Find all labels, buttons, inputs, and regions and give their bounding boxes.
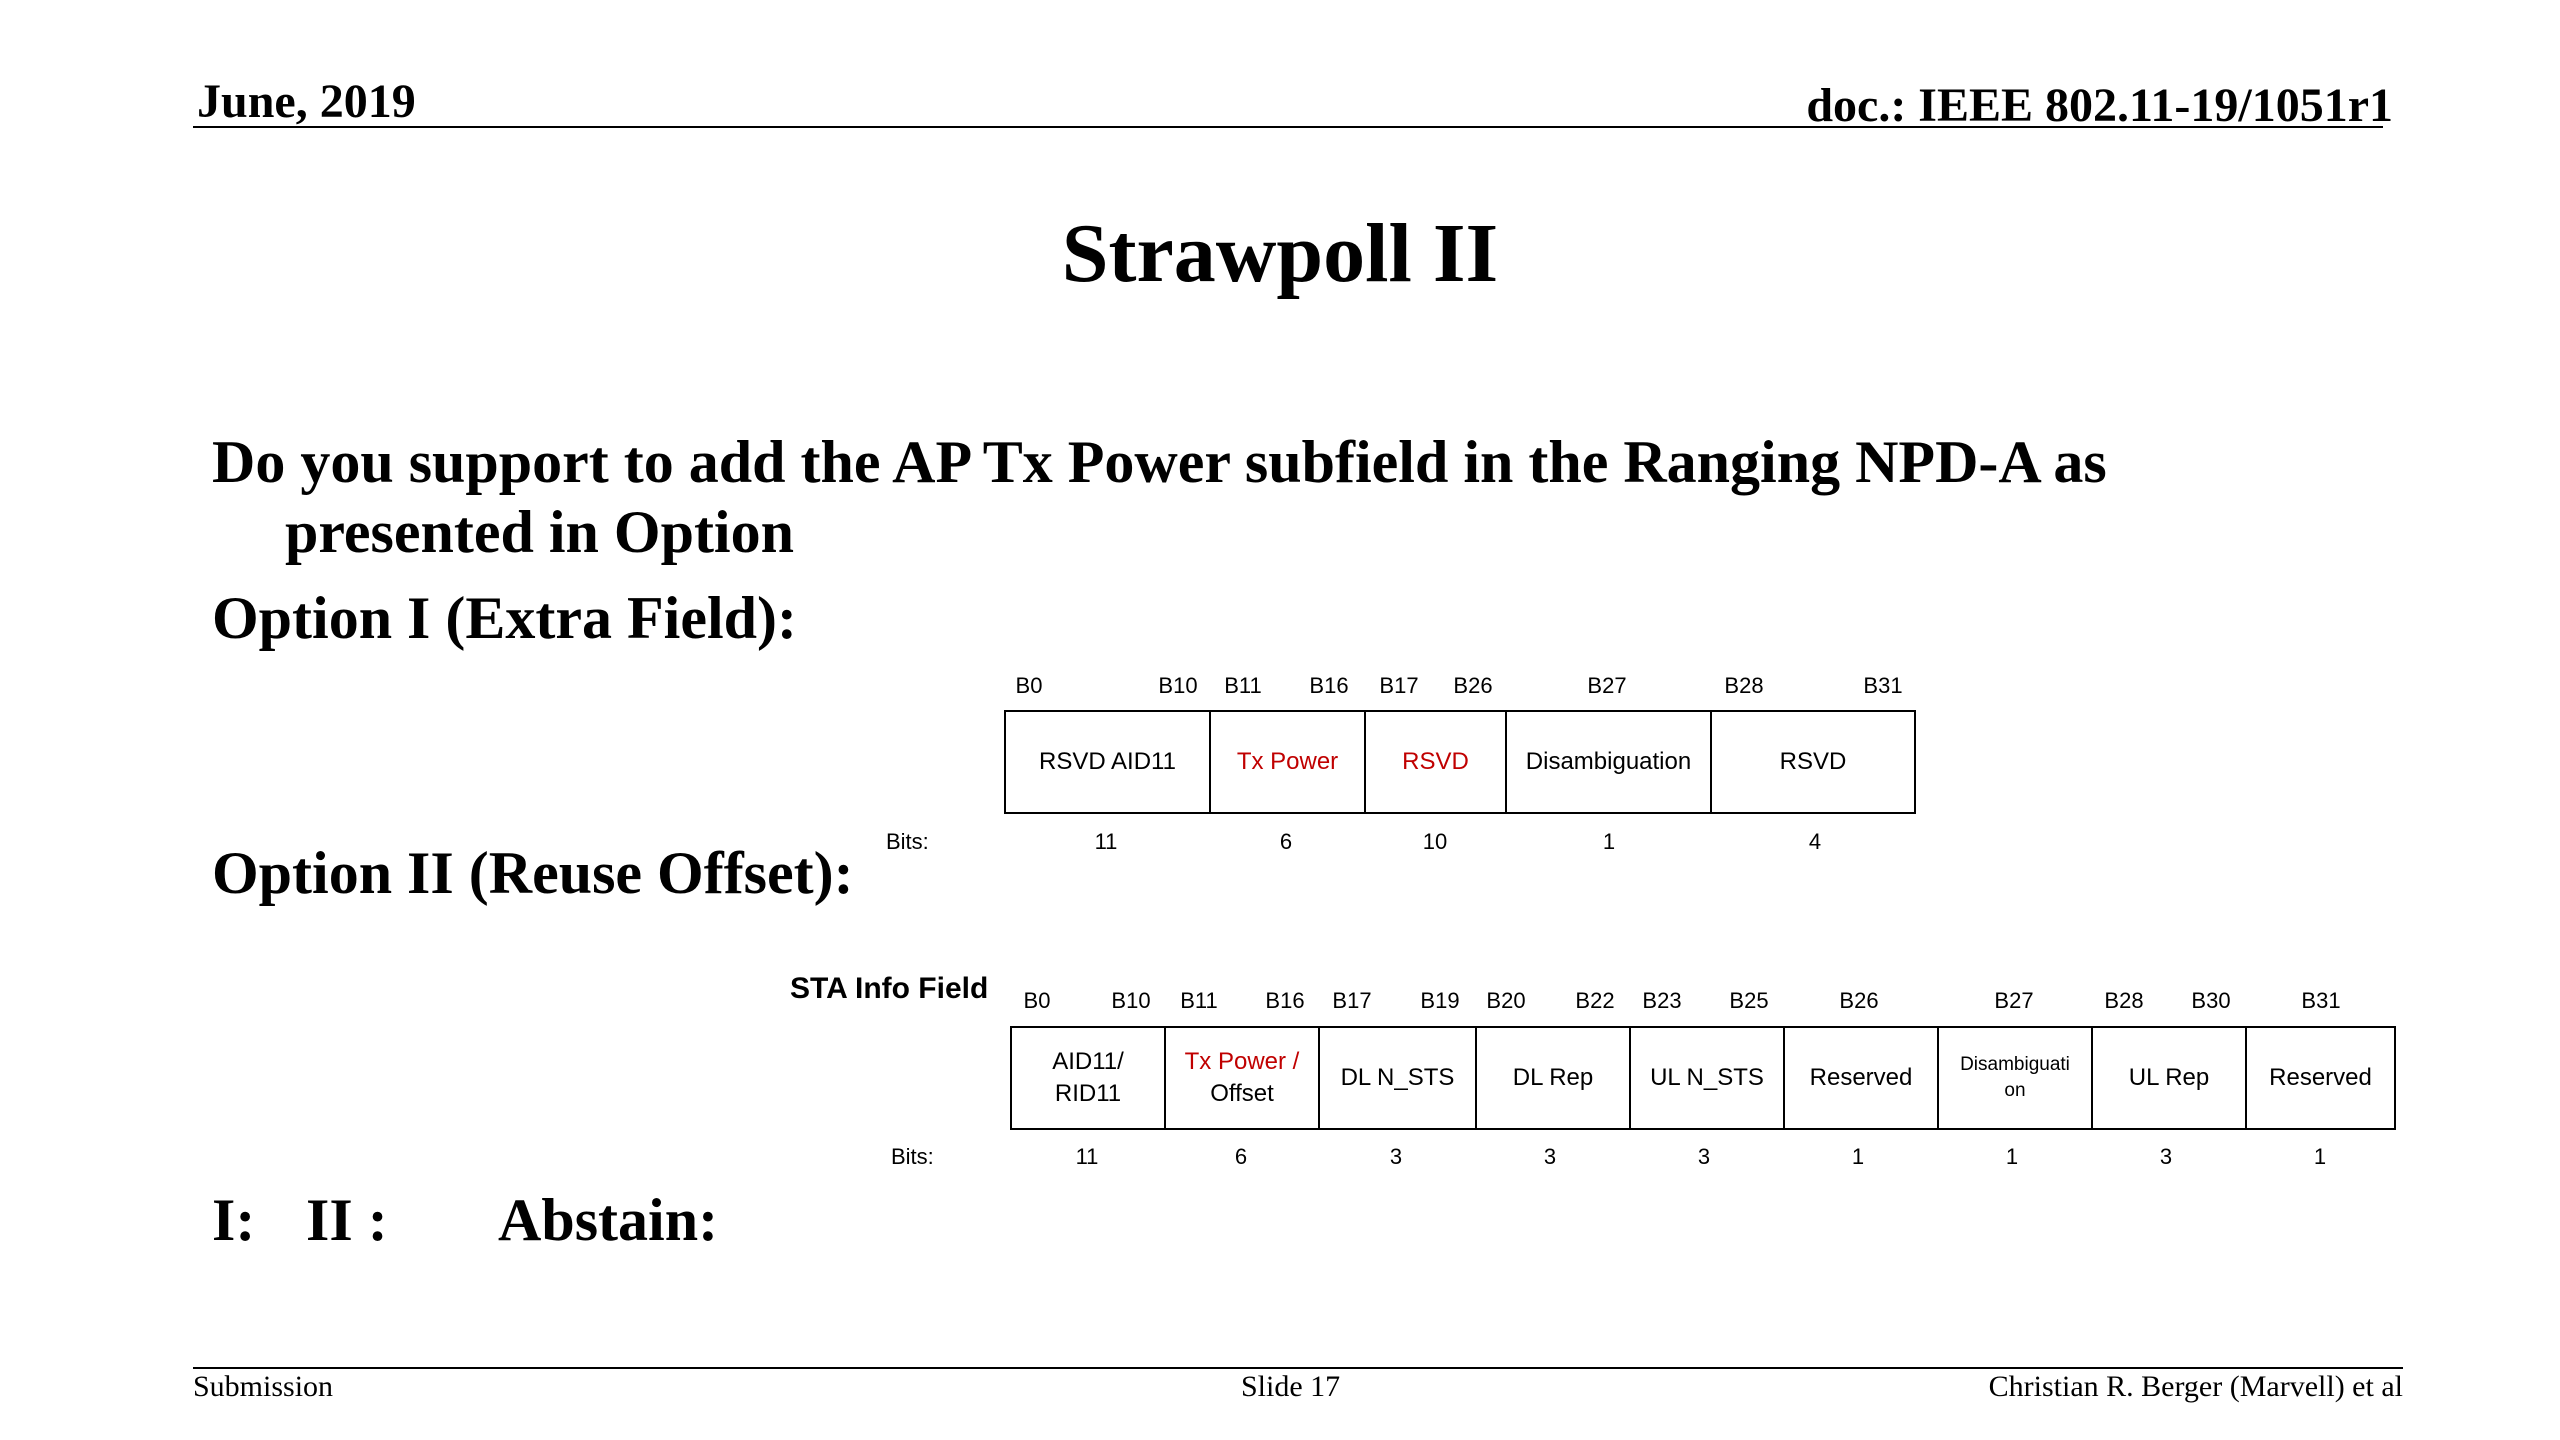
field-rsvd-aid11: RSVD AID11 <box>1006 712 1211 812</box>
header-rule <box>193 126 2383 128</box>
bit-label: B23 <box>1642 988 1682 1013</box>
bits-value: 11 <box>1075 1144 1099 1169</box>
field-label-line: Tx Power / <box>1184 1047 1300 1075</box>
sta-info-field-label: STA Info Field <box>790 972 989 1005</box>
bits-value: 3 <box>2159 1144 2173 1169</box>
bit-label: B19 <box>1420 988 1460 1013</box>
header-date: June, 2019 <box>197 75 416 128</box>
header-doc-id: doc.: IEEE 802.11-19/1051r1 <box>1806 79 2393 132</box>
footer-rule <box>193 1367 2403 1369</box>
bits-value: 10 <box>1422 829 1448 854</box>
bits-value: 4 <box>1808 829 1822 854</box>
bit-label: B25 <box>1729 988 1769 1013</box>
field-aid11-rid11 <box>1012 1028 1166 1128</box>
bits-value: 6 <box>1234 1144 1248 1169</box>
bit-label: B27 <box>1994 988 2034 1013</box>
option-2-heading: Option II (Reuse Offset): <box>212 840 854 906</box>
field-ul-rep: UL Rep <box>2093 1028 2247 1128</box>
bit-label: B10 <box>1111 988 1151 1013</box>
bit-label: B0 <box>1015 673 1043 698</box>
bit-label: B30 <box>2191 988 2231 1013</box>
bits-label: Bits: <box>886 829 929 854</box>
bit-label: B17 <box>1332 988 1372 1013</box>
vote-abstain: Abstain: <box>498 1187 719 1253</box>
bit-label: B27 <box>1587 673 1627 698</box>
bit-label: B11 <box>1180 988 1218 1013</box>
question-line-1: Do you support to add the AP Tx Power subfield in the Ranging NPD-A as <box>212 429 2107 495</box>
vote-option-ii: II : <box>306 1187 388 1253</box>
bit-label: B26 <box>1839 988 1879 1013</box>
question-line-2: presented in Option <box>285 499 794 565</box>
field-tx-power-offset <box>1166 1028 1320 1128</box>
footer-slide-number: Slide 17 <box>1241 1370 1341 1403</box>
field-tx-power: Tx Power <box>1211 712 1366 812</box>
vote-option-i: I: <box>212 1187 256 1253</box>
field-label-line: on <box>2004 1080 2026 1101</box>
bit-label: B28 <box>1724 673 1764 698</box>
bit-label: B16 <box>1265 988 1305 1013</box>
bit-label: B11 <box>1224 673 1262 698</box>
bits-label: Bits: <box>891 1144 934 1169</box>
slide-title: Strawpoll II <box>1061 207 1499 300</box>
option-1-heading: Option I (Extra Field): <box>212 585 797 651</box>
field-disambiguation <box>1939 1028 2093 1128</box>
field-disambiguation: Disambiguation <box>1507 712 1712 812</box>
footer-author: Christian R. Berger (Marvell) et al <box>1988 1370 2403 1403</box>
field-dl-rep: DL Rep <box>1477 1028 1631 1128</box>
bit-label: B17 <box>1379 673 1419 698</box>
option-1-field-row <box>1004 710 1916 814</box>
bit-label: B0 <box>1023 988 1051 1013</box>
field-reserved: Reserved <box>1785 1028 1939 1128</box>
bit-label: B22 <box>1575 988 1615 1013</box>
option-2-field-row <box>1010 1026 2396 1130</box>
field-rsvd: RSVD <box>1779 747 1847 775</box>
bits-value: 1 <box>1602 829 1616 854</box>
field-label-line: AID11/ <box>1052 1047 1124 1075</box>
field-label-line: RID11 <box>1054 1080 1122 1107</box>
bits-value: 1 <box>2005 1144 2019 1169</box>
field-label-line: Offset <box>1210 1080 1274 1107</box>
bit-label: B31 <box>2301 988 2341 1013</box>
field-dl-n-sts: DL N_STS <box>1320 1028 1477 1128</box>
field-label-line: Disambiguati <box>1960 1054 2070 1076</box>
bits-value: 1 <box>1851 1144 1865 1169</box>
bit-label: B31 <box>1863 673 1903 698</box>
bit-label: B16 <box>1309 673 1349 698</box>
bit-label: B10 <box>1158 673 1198 698</box>
bit-label: B26 <box>1453 673 1493 698</box>
bits-value: 11 <box>1094 829 1118 854</box>
field-ul-n-sts: UL N_STS <box>1631 1028 1785 1128</box>
field-rsvd: RSVD <box>1366 712 1507 812</box>
bit-label: B28 <box>2104 988 2144 1013</box>
bits-value: 3 <box>1543 1144 1557 1169</box>
bits-value: 6 <box>1279 829 1293 854</box>
bits-value: 1 <box>2313 1144 2327 1169</box>
field-reserved: Reserved <box>2269 1063 2372 1091</box>
footer-submission: Submission <box>193 1370 334 1403</box>
bits-value: 3 <box>1697 1144 1711 1169</box>
bits-value: 3 <box>1389 1144 1403 1169</box>
bit-label: B20 <box>1486 988 1526 1013</box>
